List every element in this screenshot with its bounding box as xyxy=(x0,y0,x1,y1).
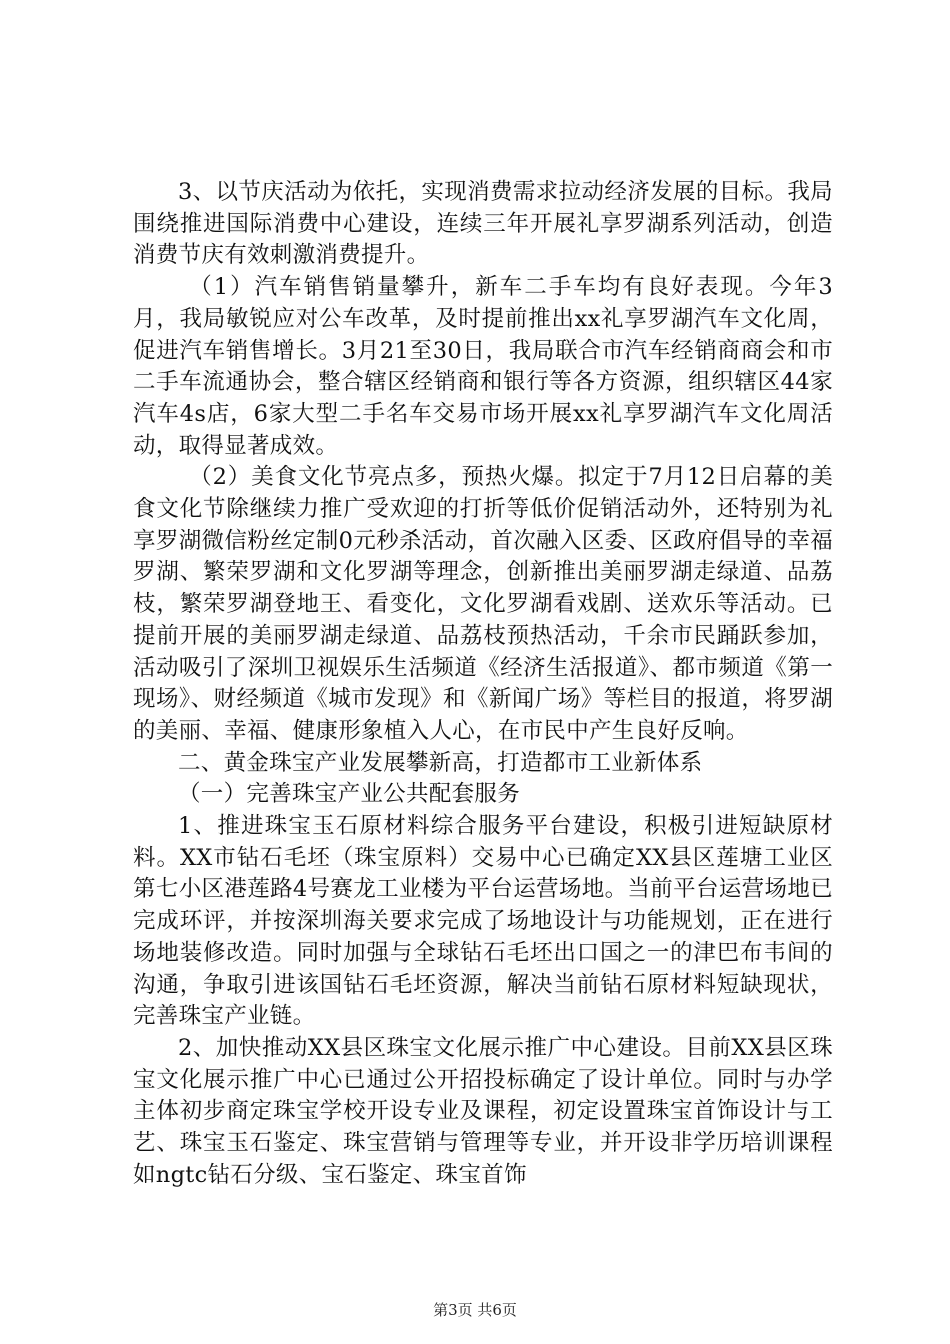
document-body xyxy=(133,177,833,1192)
paragraph-festival-activities: 3、以节庆活动为依托，实现消费需求拉动经济发展的目标。我局围绕推进国际消费中心建设，连续三年开展礼享罗湖系列活动，创造消费节庆有效刺激消费提升。 xyxy=(133,179,833,269)
paragraph-car-sales: （1）汽车销售销量攀升，新车二手车均有良好表现。今年3月，我局敏锐应对公车改革，及时提前推出xx礼享罗湖汽车文化周，促进汽车销售增长。3月21至30日，我局联合市汽车经销商商会和市二手车流通协会，整合辖区经销商和银行等各方资源，组织辖区44家汽车4s店，6家大型二手名车交易市场开展xx礼享罗湖汽车文化周活动，取得显著成效。 xyxy=(133,274,833,459)
paragraph-jewelry-culture-center: 2、加快推动XX县区珠宝文化展示推广中心建设。目前XX县区珠宝文化展示推广中心已通过公开招投标确定了设计单位。同时与办学主体初步商定珠宝学校开设专业及课程，初定设置珠宝首饰设计与工艺、珠宝玉石鉴定、珠宝营销与管理等专业，并开设非学历培训课程如ngtc钻石分级、宝石鉴定、珠宝首饰 xyxy=(133,1034,833,1188)
paragraph-food-festival: （2）美食文化节亮点多，预热火爆。拟定于7月12日启幕的美食文化节除继续力推广受欢迎的打折等低价促销活动外，还特别为礼享罗湖微信粉丝定制0元秒杀活动，首次融入区委、区政府倡导的幸福罗湖、繁荣罗湖和文化罗湖等理念，创新推出美丽罗湖走绿道、品荔枝，繁荣罗湖登地王、看变化，文化罗湖看戏剧、送欢乐等活动。已提前开展的美丽罗湖走绿道、品荔枝预热活动，千余市民踊跃参加，活动吸引了深圳卫视娱乐生活频道《经济生活报道》、都市频道《第一现场》、财经频道《城市发现》和《新闻广场》等栏目的报道，将罗湖的美丽、幸福、健康形象植入人心，在市民中产生良好反响。 xyxy=(133,464,833,744)
page-number-footer: 第3页 共6页 xyxy=(433,1301,517,1319)
section-heading-jewelry-industry: 二、黄金珠宝产业发展攀新高，打造都市工业新体系 xyxy=(178,749,703,776)
paragraph-raw-material-platform: 1、推进珠宝玉石原材料综合服务平台建设，积极引进短缺原材料。XX市钻石毛坯（珠宝原料）交易中心已确定XX县区莲塘工业区第七小区港莲路4号赛龙工业楼为平台运营场地。当前平台运营场地已完成环评，并按深圳海关要求完成了场地设计与功能规划，正在进行场地装修改造。同时加强与全球钻石毛坯出口国之一的津巴布韦间的沟通，争取引进该国钻石毛坯资源，解决当前钻石原材料短缺现状，完善珠宝产业链。 xyxy=(133,813,833,1030)
subsection-heading-public-services: （一）完善珠宝产业公共配套服务 xyxy=(178,781,521,808)
